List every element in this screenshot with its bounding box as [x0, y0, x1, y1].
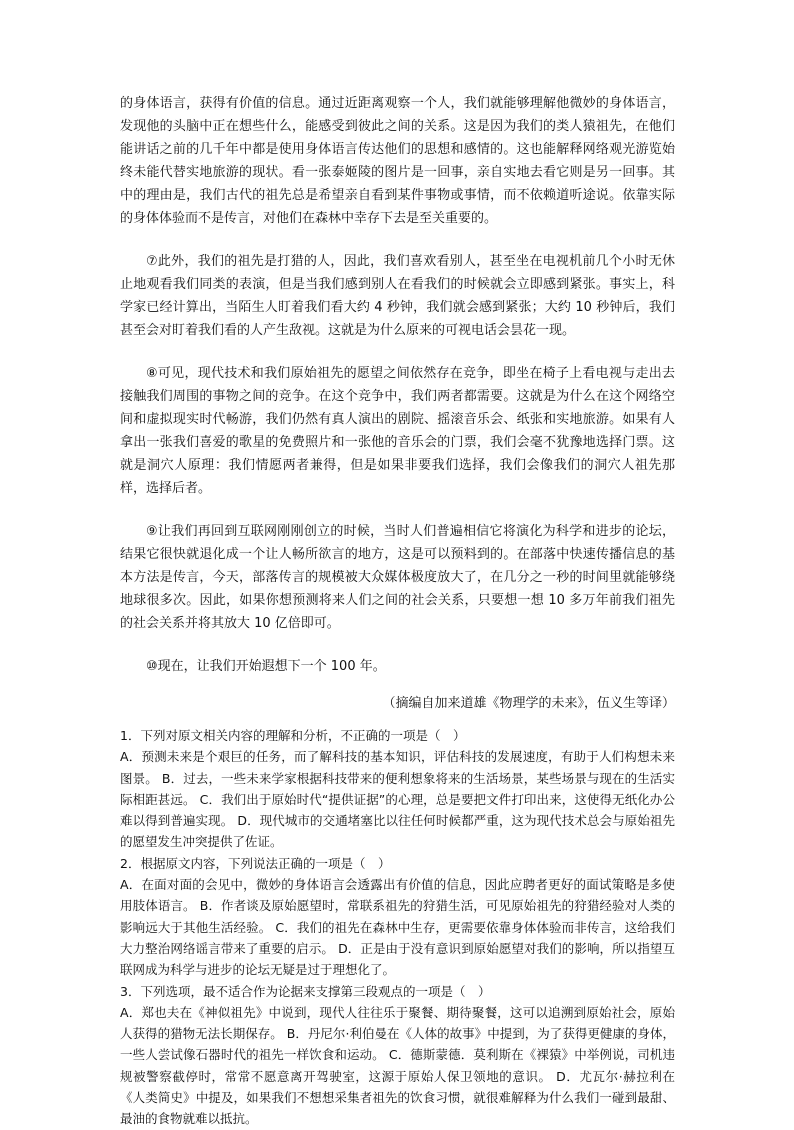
- document-page: [120, 92, 675, 1130]
- question-1-stem: 1．下列对原文相关内容的理解和分析，不正确的一项是（ ）: [120, 728, 466, 743]
- question-1-options: A．预测未来是个艰巨的任务，而了解科技的基本知识，评估科技的发展速度，有助于人们构想未来图景。 B．过去，一些未来学家根据科技带来的便利想象将来的生活场景，某些场景与现在的生活实际相距甚远。 C．我们出于原始时代“提供证据”的心理，总是要把文件打印出来，这使得无纸化办公难以得到普遍实现。 D．现代城市的交通堵塞比以往任何时候都严重，这为现代技术总会与原始祖先的愿望发生冲突提供了佐证。: [120, 749, 675, 850]
- question-2-stem: 2．根据原文内容，下列说法正确的一项是（ ）: [120, 855, 391, 871]
- citation: （摘编自加来道雄《物理学的未来》，伍义生等译）: [382, 696, 675, 711]
- question-3-options: A．郑也夫在《神似祖先》中说到，现代人往往乐于聚餐、期待聚餐，这可以追溯到原始社会，原始人获得的猎物无法长期保存。 B．丹尼尔·利伯曼在《人体的故事》中提到，为了获得更健康的身体，一些人尝试像石器时代的祖先一样饮食和运动。 C．德斯蒙德．莫利斯在《裸猿》中举例说，司机违规被警察截停时，常常不愿意离开驾驶室，这源于原始人保卫领地的意识。 D．尤瓦尔·赫拉利在《人类简史》中提及，如果我们不想想采集者祖先的饮食习惯，就很难解释为什么我们一碰到最甜、最油的食物就难以抵抗。: [120, 1004, 675, 1127]
- paragraph-intro: 的身体语言，获得有价值的信息。通过近距离观察一个人，我们就能够理解他微妙的身体语言，发现他的头脑中正在想些什么，能感受到彼此之间的关系。这是因为我们的类人猿祖先，在他们能讲话之前的几千年中都是使用身体语言传达他们的思想和感情的。这也能解释网络观光游览始终未能代替实地旅游的现状。看一张泰姬陵的图片是一回事，亲自实地去看它则是另一回事。其中的理由是，我们古代的祖先总是希望亲自看到某件事物或事情，而不依赖道听途说。依靠实际的身体体验而不是传言，对他们在森林中幸存下去是至关重要的。: [120, 96, 675, 226]
- paragraph-9: ⑨让我们再回到互联网刚刚创立的时候，当时人们普遍相信它将演化为科学和进步的论坛，结果它很快就退化成一个让人畅所欲言的地方，这是可以预料到的。在部落中快速传播信息的基本方法是传言，今天，部落传言的规模被大众媒体极度放大了，在几分之一秒的时间里就能够绕地球很多次。因此，如果你想预测将来人们之间的社会关系，只要想一想 10 多万年前我们祖先的社会关系并将其放大 10 亿倍即可。: [120, 524, 675, 631]
- question-2-options: A．在面对面的会见中，微妙的身体语言会透露出有价值的信息，因此应聘者更好的面试策略是多使用肢体语言。 B．作者谈及原始愿望时，常联系祖先的狩猎生活，可见原始祖先的狩猎经验对人类的影响远大于其他生活经验。 C．我们的祖先在森林中生存，更需要依靠身体体验而非传言，这给我们大力整治网络谣言带来了重要的启示。 D．正是由于没有意识到原始愿望对我们的影响，所以指望互联网成为科学与进步的论坛无疑是过于理想化了。: [120, 877, 675, 978]
- paragraph-7: ⑦此外，我们的祖先是打猎的人，因此，我们喜欢看别人，甚至坐在电视机前几个小时无休止地观看我们同类的表演，但是当我们感到别人在看我们的时候就会立即感到紧张。事实上，科学家已经计算出，当陌生人盯着我们看大约 4 秒钟，我们就会感到紧张；大约 10 秒钟后，我们甚至会对盯着我们看的人产生敌视。这就是为什么原来的可视电话会昙花一现。: [120, 254, 675, 338]
- paragraph-8: ⑧可见，现代技术和我们原始祖先的愿望之间依然存在竞争，即坐在椅子上看电视与走出去接触我们周围的事物之间的竞争。在这个竞争中，我们两者都需要。这就是为什么在这个网络空间和虚拟现实时代畅游，我们仍然有真人演出的剧院、摇滚音乐会、纸张和实地旅游。如果有人拿出一张我们喜爱的歌星的免费照片和一张他的音乐会的门票，我们会毫不犹豫地选择门票。这就是洞穴人原理：我们情愿两者兼得，但是如果非要我们选择，我们会像我们的洞穴人祖先那样，选择后者。: [120, 366, 675, 496]
- question-3-stem: 3．下列选项，最不适合作为论据来支撑第三段观点的一项是（ ）: [120, 983, 491, 999]
- paragraph-10: ⑩现在，让我们开始遐想下一个 100 年。: [146, 659, 386, 674]
